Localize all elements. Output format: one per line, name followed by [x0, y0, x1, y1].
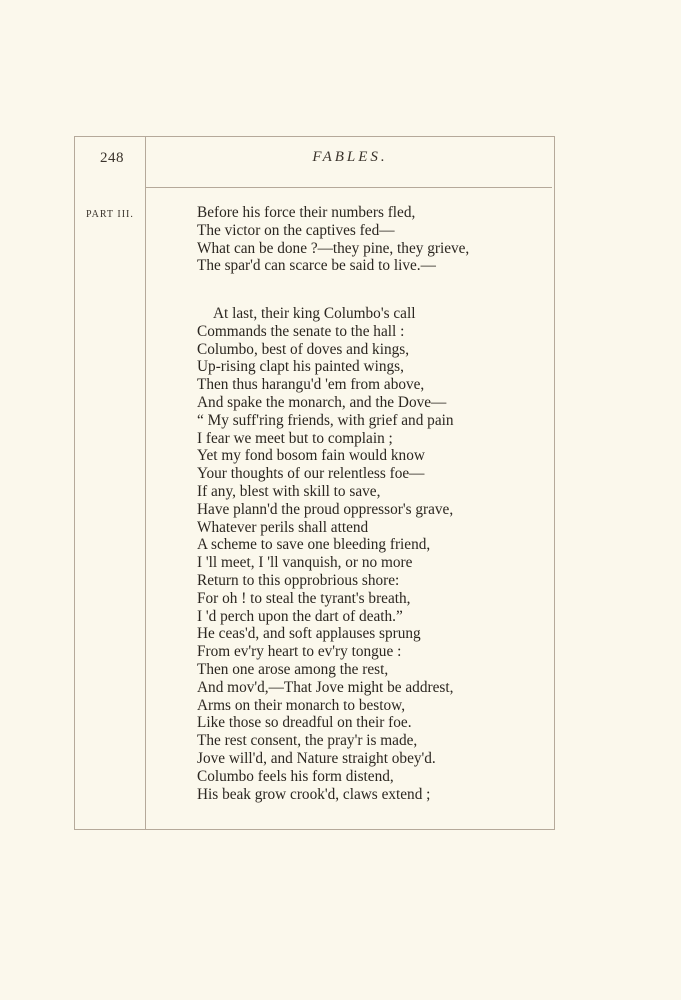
- verse-line: If any, blest with skill to save,: [197, 482, 381, 500]
- running-title: FABLES.: [312, 149, 388, 165]
- verse-line: Return to this opprobrious shore:: [197, 571, 400, 589]
- verse-line: What can be done ?—they pine, they grieve,: [197, 239, 470, 257]
- verse-line: “ My suff'ring friends, with grief and pain: [197, 411, 454, 429]
- verse-line: I fear we meet but to complain ;: [197, 429, 393, 447]
- verse-line: The spar'd can scarce be said to live.—: [197, 257, 436, 275]
- verse-line: Your thoughts of our relentless foe—: [197, 465, 425, 483]
- verse-line: For oh ! to steal the tyrant's breath,: [197, 589, 411, 607]
- verse-line: I 'll meet, I 'll vanquish, or no more: [197, 554, 413, 572]
- verse-line: Arms on their monarch to bestow,: [197, 696, 406, 714]
- verse-line: A scheme to save one bleeding friend,: [197, 536, 431, 554]
- verse-line: Columbo feels his form distend,: [197, 767, 394, 785]
- verse-line: At last, their king Columbo's call: [213, 305, 416, 322]
- stanza-2: [197, 305, 454, 803]
- verse-line: Before his force their numbers fled,: [197, 204, 416, 221]
- verse-line: The victor on the captives fed—: [197, 221, 395, 239]
- verse-line: Up-rising clapt his painted wings,: [197, 358, 404, 376]
- verse-line: He ceas'd, and soft applauses sprung: [197, 625, 421, 643]
- part-label: PART III.: [86, 209, 134, 220]
- verse-line: Then one arose among the rest,: [197, 660, 389, 678]
- verse-line: Then thus harangu'd 'em from above,: [197, 376, 425, 394]
- verse-line: And mov'd,—That Jove might be addrest,: [197, 678, 454, 696]
- verse-line: Whatever perils shall attend: [197, 518, 369, 536]
- page-number: 248: [100, 150, 124, 166]
- verse-line: Columbo, best of doves and kings,: [197, 340, 410, 358]
- verse-line: The rest consent, the pray'r is made,: [197, 732, 418, 750]
- verse-line: Yet my fond bosom fain would know: [197, 447, 425, 465]
- verse-line: Jove will'd, and Nature straight obey'd.: [197, 749, 436, 767]
- verse-line: I 'd perch upon the dart of death.”: [197, 607, 403, 625]
- verse-line: And spake the monarch, and the Dove—: [197, 393, 447, 411]
- margin-column-rule: [145, 136, 146, 830]
- header-rule: [145, 187, 552, 188]
- stanza-1: [197, 204, 469, 275]
- verse-line: Have plann'd the proud oppressor's grave,: [197, 500, 454, 518]
- verse-line: Like those so dreadful on their foe.: [197, 714, 412, 732]
- verse-line: His beak grow crook'd, claws extend ;: [197, 785, 431, 803]
- verse-line: From ev'ry heart to ev'ry tongue :: [197, 643, 402, 661]
- verse-line: Commands the senate to the hall :: [197, 322, 405, 340]
